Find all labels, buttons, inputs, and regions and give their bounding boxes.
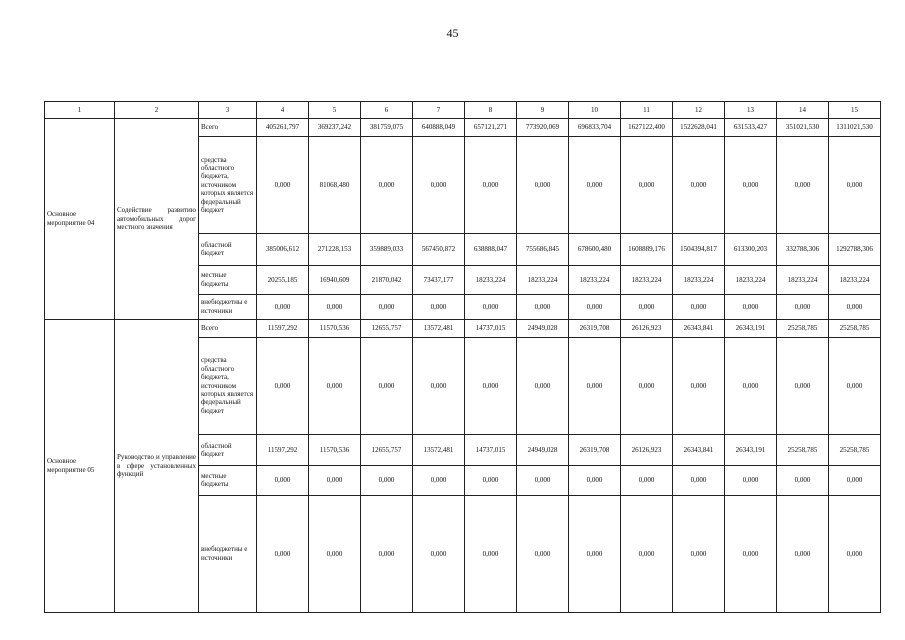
column-header: 2 [115,102,199,119]
value-cell: 0,000 [517,294,569,319]
value-cell: 567450,872 [413,234,465,266]
activity-cell: Основное мероприятие 05 [45,319,115,612]
value-cell: 640888,049 [413,119,465,137]
value-cell: 26343,841 [673,434,725,466]
value-cell: 755686,845 [517,234,569,266]
value-cell: 0,000 [257,294,309,319]
value-cell: 18233,224 [569,265,621,294]
column-header: 4 [257,102,309,119]
value-cell: 14737,015 [465,434,517,466]
value-cell: 0,000 [517,137,569,234]
value-cell: 0,000 [725,466,777,495]
value-cell: 16940,609 [309,265,361,294]
value-cell: 0,000 [621,294,673,319]
value-cell: 18233,224 [621,265,673,294]
column-header: 8 [465,102,517,119]
value-cell: 0,000 [725,337,777,434]
value-cell: 14737,015 [465,319,517,337]
value-cell: 18233,224 [465,265,517,294]
activity-name-cell: Содействие развитию автомобильных дорог местного значения [115,119,199,320]
value-cell: 0,000 [777,495,829,612]
value-cell: 18233,224 [725,265,777,294]
value-cell: 0,000 [361,495,413,612]
column-number-row [45,102,881,119]
funding-source-cell: местные бюджеты [199,265,257,294]
funding-source-cell: областной бюджет [199,434,257,466]
value-cell: 1608889,176 [621,234,673,266]
value-cell: 405261,797 [257,119,309,137]
value-cell: 11570,536 [309,319,361,337]
budget-table [44,101,881,613]
value-cell: 0,000 [309,495,361,612]
value-cell: 24949,028 [517,319,569,337]
column-header: 11 [621,102,673,119]
value-cell: 0,000 [465,137,517,234]
funding-source-cell: внебюджетны е источники [199,495,257,612]
funding-source-cell: областной бюджет [199,234,257,266]
value-cell: 0,000 [413,337,465,434]
value-cell: 0,000 [673,294,725,319]
value-cell: 13572,481 [413,434,465,466]
value-cell: 12655,757 [361,319,413,337]
column-header: 14 [777,102,829,119]
value-cell: 26343,841 [673,319,725,337]
value-cell: 0,000 [257,337,309,434]
value-cell: 351021,530 [777,119,829,137]
value-cell: 1311021,530 [829,119,881,137]
value-cell: 0,000 [413,495,465,612]
value-cell: 0,000 [621,337,673,434]
value-cell: 73437,177 [413,265,465,294]
column-header: 5 [309,102,361,119]
value-cell: 638888,047 [465,234,517,266]
value-cell: 0,000 [465,294,517,319]
value-cell: 1292788,306 [829,234,881,266]
value-cell: 631533,427 [725,119,777,137]
value-cell: 0,000 [673,337,725,434]
value-cell: 0,000 [465,466,517,495]
value-cell: 11597,292 [257,434,309,466]
value-cell: 0,000 [309,294,361,319]
value-cell: 12655,757 [361,434,413,466]
value-cell: 0,000 [465,495,517,612]
value-cell: 0,000 [829,466,881,495]
funding-source-cell: Всего [199,319,257,337]
value-cell: 332788,306 [777,234,829,266]
funding-source-cell: средства областного бюджета, источником которых является федеральный бюджет [199,337,257,434]
value-cell: 1627122,400 [621,119,673,137]
value-cell: 696833,704 [569,119,621,137]
value-cell: 0,000 [569,337,621,434]
value-cell: 657121,271 [465,119,517,137]
column-header: 6 [361,102,413,119]
value-cell: 613300,203 [725,234,777,266]
value-cell: 0,000 [829,495,881,612]
value-cell: 81068,480 [309,137,361,234]
value-cell: 0,000 [673,495,725,612]
value-cell: 11597,292 [257,319,309,337]
value-cell: 0,000 [517,337,569,434]
value-cell: 0,000 [621,495,673,612]
value-cell: 0,000 [673,137,725,234]
value-cell: 0,000 [725,137,777,234]
value-cell: 369237,242 [309,119,361,137]
value-cell: 25258,785 [777,434,829,466]
page-number: 45 [446,26,459,40]
value-cell: 18233,224 [777,265,829,294]
funding-source-cell: средства областного бюджета, источником которых является федеральный бюджет [199,137,257,234]
value-cell: 0,000 [725,495,777,612]
value-cell: 0,000 [361,337,413,434]
value-cell: 0,000 [777,294,829,319]
value-cell: 26126,923 [621,319,673,337]
value-cell: 26126,923 [621,434,673,466]
value-cell: 0,000 [777,137,829,234]
value-cell: 11570,536 [309,434,361,466]
value-cell: 678600,480 [569,234,621,266]
column-header: 9 [517,102,569,119]
table-body [45,119,881,613]
column-header: 10 [569,102,621,119]
activity-cell: Основное мероприятие 04 [45,119,115,320]
value-cell: 0,000 [569,466,621,495]
value-cell: 18233,224 [673,265,725,294]
value-cell: 0,000 [829,337,881,434]
value-cell: 0,000 [413,466,465,495]
table-row [45,119,881,137]
value-cell: 25258,785 [777,319,829,337]
column-header: 12 [673,102,725,119]
value-cell: 0,000 [829,294,881,319]
value-cell: 0,000 [413,137,465,234]
value-cell: 1504394,817 [673,234,725,266]
value-cell: 271228,153 [309,234,361,266]
activity-name-cell: Руководство и управление в сфере установленных функций [115,319,199,612]
value-cell: 25258,785 [829,319,881,337]
funding-source-cell: Всего [199,119,257,137]
value-cell: 0,000 [309,466,361,495]
value-cell: 24949,028 [517,434,569,466]
value-cell: 0,000 [777,337,829,434]
value-cell: 0,000 [257,466,309,495]
column-header: 3 [199,102,257,119]
value-cell: 0,000 [361,137,413,234]
value-cell: 0,000 [569,137,621,234]
column-header: 13 [725,102,777,119]
value-cell: 0,000 [673,466,725,495]
value-cell: 0,000 [257,495,309,612]
value-cell: 0,000 [569,495,621,612]
value-cell: 26319,708 [569,319,621,337]
value-cell: 0,000 [257,137,309,234]
value-cell: 13572,481 [413,319,465,337]
column-header: 1 [45,102,115,119]
column-header: 7 [413,102,465,119]
value-cell: 0,000 [361,466,413,495]
value-cell: 26319,708 [569,434,621,466]
value-cell: 359889,033 [361,234,413,266]
value-cell: 20255,185 [257,265,309,294]
value-cell: 1522628,041 [673,119,725,137]
value-cell: 18233,224 [517,265,569,294]
value-cell: 0,000 [621,466,673,495]
value-cell: 0,000 [361,294,413,319]
value-cell: 26343,191 [725,434,777,466]
value-cell: 385006,612 [257,234,309,266]
value-cell: 773920,069 [517,119,569,137]
value-cell: 0,000 [725,294,777,319]
value-cell: 0,000 [413,294,465,319]
value-cell: 26343,191 [725,319,777,337]
value-cell: 0,000 [621,137,673,234]
value-cell: 0,000 [777,466,829,495]
value-cell: 0,000 [569,294,621,319]
value-cell: 0,000 [517,495,569,612]
funding-source-cell: местные бюджеты [199,466,257,495]
value-cell: 381759,075 [361,119,413,137]
column-header: 15 [829,102,881,119]
value-cell: 0,000 [829,137,881,234]
value-cell: 25258,785 [829,434,881,466]
value-cell: 0,000 [517,466,569,495]
funding-source-cell: внебюджетны е источники [199,294,257,319]
value-cell: 21870,042 [361,265,413,294]
value-cell: 0,000 [465,337,517,434]
table-row [45,319,881,337]
value-cell: 18233,224 [829,265,881,294]
value-cell: 0,000 [309,337,361,434]
